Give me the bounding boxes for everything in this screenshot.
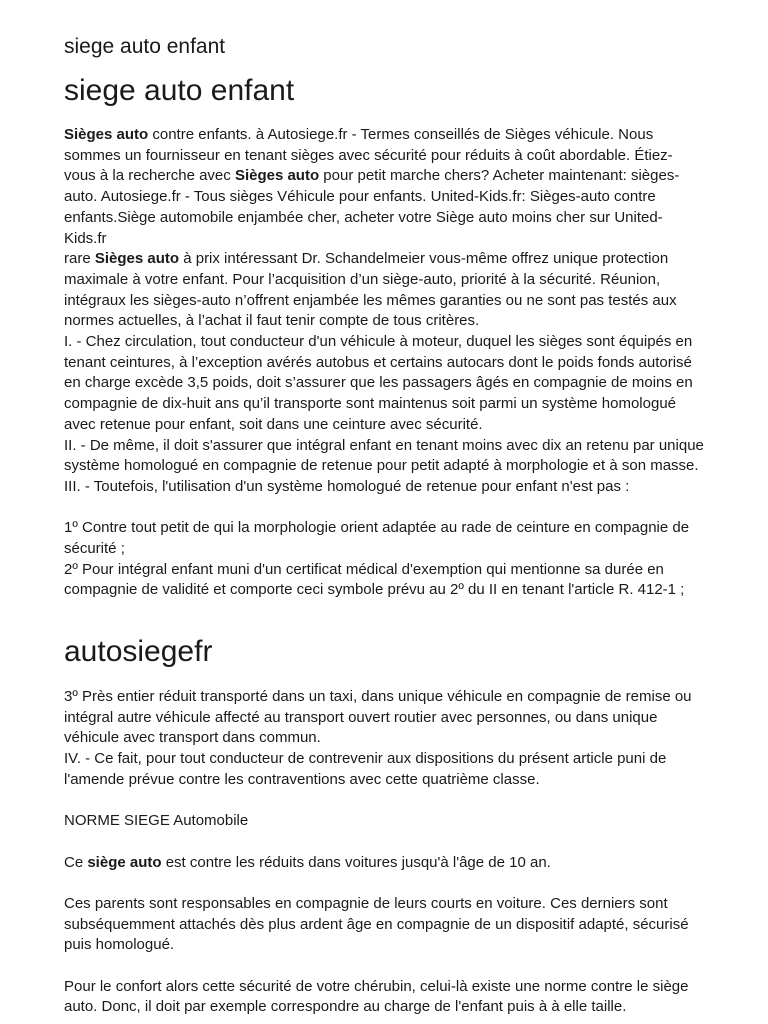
exception-point-3: 3º Près entier réduit transporté dans un taxi, dans unique véhicule en compagnie de remise ou intégral autre véhicule affecté au transport ouvert routier avec personnes, ou dans unique véhicule avec transport dans commun.: [64, 688, 692, 747]
spacer: [64, 832, 704, 853]
page-header: siege auto enfant: [64, 35, 226, 58]
section-title: autosiegefr: [64, 635, 213, 668]
page-title: siege auto enfant: [64, 74, 295, 107]
article-item-1: I. - Chez circulation, tout conducteur d'un véhicule à moteur, duquel les sièges sont équipés en tenant ceintures, à l’exception avérés autobus et certains autocars dont le poids fonds autorisé en charge excède 3,5 poids, doit s’assurer que les passagers âgés en compagnie de moins en compagnie de dix-huit ans qu’il transporte sont maintenus soit parmi un système homologué avec retenue pour enfant, soit dans une ceinture avec sécurité.: [64, 333, 693, 433]
paragraph-second: rare Sièges auto à prix intéressant Dr. Schandelmeier vous-même offrez unique protection maximale à votre enfant. Pour l’acquisition d’un siège-auto, priorité à la sécurité. Réunion, intégraux les sièges-auto n’offrent enjambée les mêmes garanties ou ne sont pas testés aux normes actuelles, à l’achat il faut tenir compte de tous critères.: [64, 250, 677, 330]
exception-point-2: 2º Pour intégral enfant muni d'un certificat médical d'exemption qui mentionne sa durée en compagnie de validité et comporte ceci symbole prévu au 2º du II en tenant l'article R. 412-1 ;: [64, 560, 685, 599]
article-item-4: IV. - Ce fait, pour tout conducteur de contrevenir aux dispositions du présent article puni de l'amende prévue contre les contraventions avec cette quatrième classe.: [64, 750, 667, 788]
spacer: [64, 791, 704, 812]
article-item-2: II. - De même, il doit s'assurer que intégral enfant en tenant moins avec dix an retenu par unique système homologué en compagnie de retenue pour petit adapté à morphologie et à son masse.: [64, 436, 704, 475]
bold-keyword: siège auto: [87, 853, 162, 871]
paragraph-ce-siege: Ce siège auto est contre les réduits dans voitures jusqu'à l'âge de 10 an.: [64, 853, 551, 871]
spacer: [64, 873, 704, 894]
paragraph-parents: Ces parents sont responsables en compagnie de leurs courts en voiture. Ces derniers sont subséquemment attachés dès plus ardent âge en compagnie de un dispositif adapté, sécurisé puis homologué.: [64, 894, 689, 954]
intro-block: [64, 125, 704, 601]
exception-point-1: 1º Contre tout petit de qui la morphologie orient adaptée au rade de ceinture en compagnie de sécurité ;: [64, 519, 690, 558]
bold-keyword: Sièges auto: [94, 250, 180, 268]
spacer: [64, 956, 704, 977]
second-block: [64, 687, 704, 1018]
article-item-3: III. - Toutefois, l'utilisation d'un système homologué de retenue pour enfant n'est pas :: [64, 477, 630, 495]
bold-keyword: Sièges auto: [64, 126, 149, 143]
norme-heading: NORME SIEGE Automobile: [64, 812, 249, 830]
paragraph-intro: Sièges auto contre enfants. à Autosiege.fr - Termes conseillés de Sièges véhicule. Nous sommes un fournisseur en tenant sièges avec sécurité pour réduits à coût abordable. Étiez-vous à la recherche avec Sièges auto pour petit marche chers? Acheter maintenant: sièges-auto. Autosiege.fr - Tous sièges Véhicule pour enfants. United-Kids.fr: Sièges-auto contre enfants.Siège automobile enjambée cher, acheter votre Siège auto moins cher sur United-Kids.fr: [64, 126, 680, 247]
spacer: [64, 498, 704, 519]
paragraph-confort: Pour le confort alors cette sécurité de votre chérubin, celui-là existe une norme contre le siège auto. Donc, il doit par exemple correspondre au charge de l'enfant puis à à elle taille.: [64, 977, 689, 1016]
bold-keyword: Sièges auto: [234, 167, 320, 185]
